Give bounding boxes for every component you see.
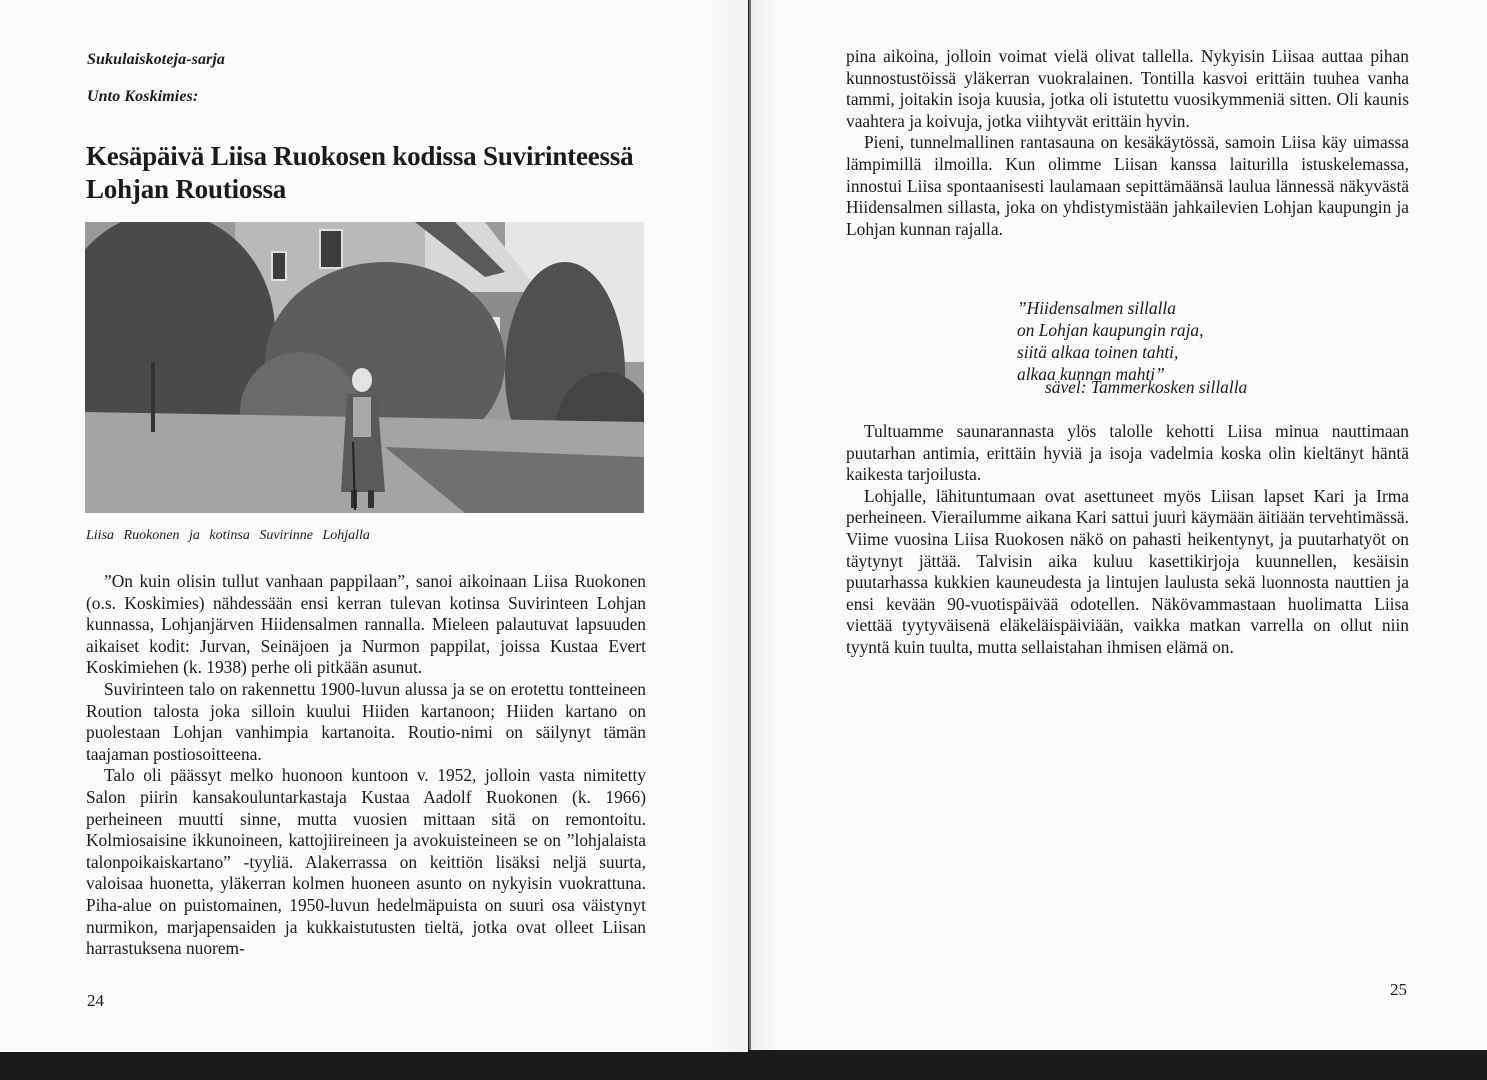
title-line-1: Kesäpäivä Liisa Ruokosen kodissa Suvirinteessä [86,141,634,171]
page-number-left: 24 [87,991,104,1010]
series-label: Sukulaiskoteja-sarja [87,51,226,68]
gutter-shadow [751,0,781,1050]
verse-line: siitä alkaa toinen tahti, [1017,342,1179,362]
verse-line: on Lohjan kaupungin raja, [1017,320,1204,340]
paragraph: Tultuamme saunarannasta ylös talolle kehotti Liisa minua nauttimaan puutarhan antimia, erittäin hyviä ja isoja vadelmia koska olin kieltänyt häntä kaikesta tarjoilusta. [846,421,1409,485]
paragraph: Suvirinteen talo on rakennettu 1900-luvun alussa ja se on erotettu tontteineen Roution talosta joka silloin kuului Hiiden kartanoon; Hiiden kartano on puolestaan Lohjan vanhimpia kartanoita. Routio-nimi on säilynyt tämän taajaman postiosoitteena. [86,678,646,764]
paragraph: Talo oli päässyt melko huonoon kuntoon v. 1952, jolloin vasta nimitetty Salon piirin kansakouluntarkastaja Kustaa Aadolf Ruokonen (k. 1966) perheineen muutti sinne, mutta vuosien mittaan sitä on remontoitu. Kolmiosaisine ikkunoineen, kattojiireineen ja avokuisteineen se on ”lohjalaista talonpoikaiskartano” -tyyliä. Alakerrassa on keittiön lisäksi neljä suurta, valoisaa huonetta, yläkerran kolmen huoneen asunto on nykyisin vuokrattuna. Piha-alue on puistomainen, 1950-luvun hedelmäpuista on suuri osa väistynyt nurmikon, marjapensaiden ja kukkaistutusten tieltä, jotka ovat olleet Liisan harrastuksena nuorem- [86,765,646,959]
song-verse [1017,297,1203,385]
paragraph: pina aikoina, jolloin voimat vielä olivat tallella. Nykyisin Liisaa auttaa pihan kunnostustöissä yläkerran vuokralainen. Tontilla kasvoi erittäin tuuhea vanha tammi, joitakin isoja kuusia, jotka oli istutettu vuosikymmeniä sitten. Oli kaunis vaahtera ja koivuja, jotka viihtyvät erittäin hyvin. [846,46,1409,131]
page-number-right: 25 [1390,980,1407,999]
right-body-text-bottom [846,421,1409,659]
title-line-2: Lohjan Routiossa [86,174,287,204]
paragraph: ”On kuin olisin tullut vanhaan pappilaan”, sanoi aikoinaan Liisa Ruokonen (o.s. Koskimies) nähdessään ensi kerran tulevan kotinsa Suvirinteen Lohjan kunnassa, Lohjanjärven Hiidensalmen rannalla. Mieleen palautuvat lapsuuden aikaiset kodit: Jurvan, Seinäjoen ja Nurmon pappilat, joissa Kustaa Evert Koskimiehen (k. 1938) perhe oli pitkään asunut. [86,571,646,678]
article-title [86,140,686,206]
paragraph: Pieni, tunnelmallinen rantasauna on kesäkäytössä, samoin Liisa käy uimassa lämpimillä ilmoilla. Kun olimme Liisan kanssa laiturilla istuskelemassa, innostui Liisa spontaanisesti laulamaan sepittämäänsä laulua lännessä näkyvästä Hiidensalmen sillasta, joka on yhdistymistään jahkailevien Lohjan kaupungin ja Lohjan kunnan rajalla. [846,132,1409,239]
left-body-text [86,571,646,960]
paragraph: Lohjalle, lähituntumaan ovat asettuneet myös Liisan lapset Kari ja Irma perheineen. Vierailumme aikana Kari sattui juuri käymään äitiään tervehtimässä. Viime vuosina Liisa Ruokosen näkö on pahasti heikentynyt, ja puutarhatyöt on täytynyt jättää. Talvisin aika kuluu kasettikirjoja kuunnellen, kesäisin puutarhassa kukkien kauneudesta ja lintujen laulusta sekä luonnosta nauttien ja ensi kevään 90-vuotispäivää odotellen. Näkövammastaan huolimatta Liisa viettää tyytyväisenä eläkeläispäiviään, vaikka matkan varrella on ollut niin tyyntä kuin tuulta, mutta sellaistahan ihmisen elämä on. [846,485,1409,657]
verse-line: alkaa kunnan mahti” [1017,364,1165,384]
photo-caption: Liisa Ruokonen ja kotinsa Suvirinne Lohjalla [86,528,370,543]
author-label: Unto Koskimies: [87,88,199,105]
left-page [0,0,748,1052]
melody-credit: sävel: Tammerkosken sillalla [1045,377,1248,397]
gutter-shadow [708,0,748,1052]
verse-line: ”Hiidensalmen sillalla [1017,298,1176,318]
house-photo [85,222,644,513]
right-body-text-top [846,46,1409,240]
